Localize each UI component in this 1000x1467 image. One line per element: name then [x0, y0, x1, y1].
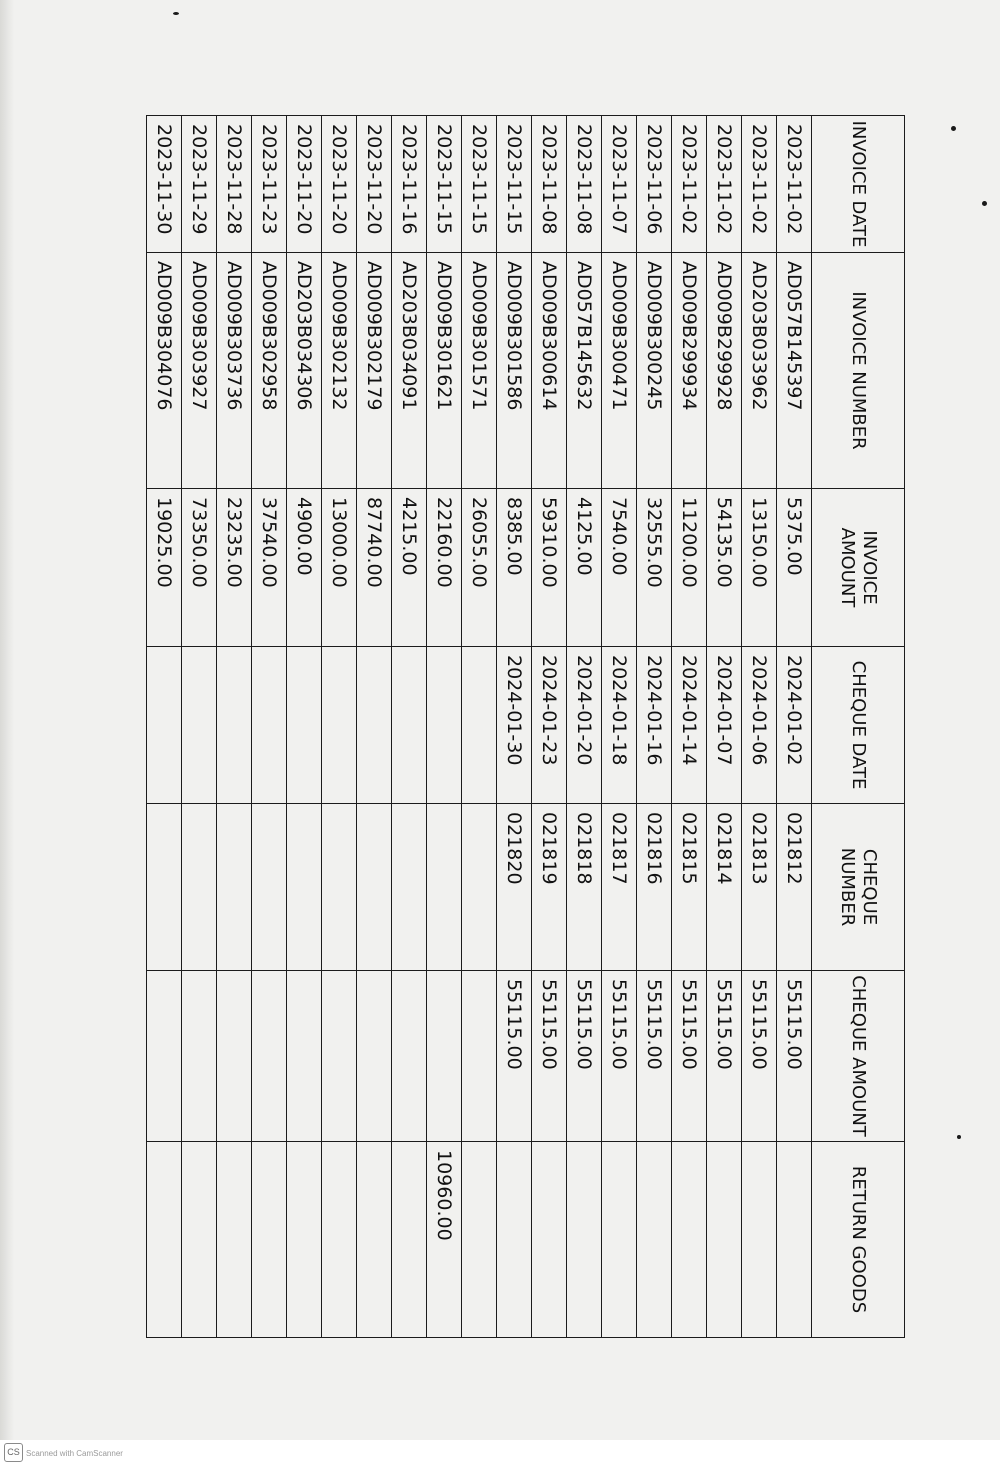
- scan-speck: [173, 12, 179, 15]
- cell-invoice-number: AD009B303927: [182, 253, 217, 489]
- cell-invoice-number: AD057B145632: [567, 253, 602, 489]
- cell-invoice-date: 2023-11-02: [777, 116, 812, 253]
- cell-cheque-amount: [427, 971, 462, 1142]
- scan-speck: [957, 1135, 961, 1139]
- cell-invoice-number: AD057B145397: [777, 253, 812, 489]
- cell-cheque-number: [182, 804, 217, 971]
- cell-invoice-date: 2023-11-02: [707, 116, 742, 253]
- cell-cheque-date: 2024-01-06: [742, 647, 777, 804]
- cell-cheque-amount: [322, 971, 357, 1142]
- rotated-table-frame: [153, 115, 905, 1337]
- cell-invoice-number: AD009B303736: [217, 253, 252, 489]
- invoice-cheque-table: [146, 115, 905, 1338]
- column-header-invoice-amount: INVOICE AMOUNT: [812, 489, 905, 647]
- cell-cheque-date: 2024-01-07: [707, 647, 742, 804]
- cell-cheque-amount: [147, 971, 182, 1142]
- table-row: [497, 116, 532, 1338]
- cell-return-goods: [252, 1142, 287, 1338]
- cell-invoice-amount: 37540.00: [252, 489, 287, 647]
- cell-return-goods: [497, 1142, 532, 1338]
- column-header-invoice-date: INVOICE DATE: [812, 116, 905, 253]
- cell-invoice-date: 2023-11-08: [532, 116, 567, 253]
- cell-invoice-date: 2023-11-30: [147, 116, 182, 253]
- cell-return-goods: [777, 1142, 812, 1338]
- cell-invoice-date: 2023-11-02: [742, 116, 777, 253]
- cell-return-goods: [147, 1142, 182, 1338]
- cell-invoice-amount: 13000.00: [322, 489, 357, 647]
- cell-return-goods: [567, 1142, 602, 1338]
- cell-invoice-number: AD009B299934: [672, 253, 707, 489]
- cell-invoice-amount: 73350.00: [182, 489, 217, 647]
- cell-return-goods: [742, 1142, 777, 1338]
- cell-invoice-number: AD203B033962: [742, 253, 777, 489]
- table-row: [532, 116, 567, 1338]
- cell-cheque-date: [392, 647, 427, 804]
- cell-invoice-amount: 23235.00: [217, 489, 252, 647]
- cell-return-goods: [532, 1142, 567, 1338]
- cell-invoice-amount: 7540.00: [602, 489, 637, 647]
- cell-cheque-number: 021812: [777, 804, 812, 971]
- cell-invoice-date: 2023-11-15: [462, 116, 497, 253]
- footer-strip: [0, 1440, 1000, 1467]
- table-row: [567, 116, 602, 1338]
- cell-invoice-date: 2023-11-20: [322, 116, 357, 253]
- cell-return-goods: [182, 1142, 217, 1338]
- cell-invoice-date: 2023-11-07: [602, 116, 637, 253]
- table-row: [637, 116, 672, 1338]
- cell-cheque-date: [462, 647, 497, 804]
- cell-return-goods: [672, 1142, 707, 1338]
- cell-cheque-number: [357, 804, 392, 971]
- cell-invoice-date: 2023-11-15: [427, 116, 462, 253]
- camscanner-logo: CS: [4, 1443, 23, 1462]
- cell-invoice-date: 2023-11-20: [357, 116, 392, 253]
- cell-cheque-date: [217, 647, 252, 804]
- cell-invoice-number: AD009B302958: [252, 253, 287, 489]
- cell-cheque-amount: 55115.00: [602, 971, 637, 1142]
- cell-cheque-amount: 55115.00: [672, 971, 707, 1142]
- scan-speck: [951, 126, 956, 131]
- cell-return-goods: 10960.00: [427, 1142, 462, 1338]
- cell-invoice-amount: 26055.00: [462, 489, 497, 647]
- table-row: [602, 116, 637, 1338]
- cell-invoice-number: AD009B304076: [147, 253, 182, 489]
- cell-invoice-number: AD009B300471: [602, 253, 637, 489]
- cell-cheque-amount: 55115.00: [497, 971, 532, 1142]
- table-row: [357, 116, 392, 1338]
- table-body: [147, 116, 812, 1338]
- cell-return-goods: [637, 1142, 672, 1338]
- table-row: [777, 116, 812, 1338]
- cell-invoice-amount: 4215.00: [392, 489, 427, 647]
- cell-cheque-amount: 55115.00: [707, 971, 742, 1142]
- cell-invoice-date: 2023-11-15: [497, 116, 532, 253]
- cell-cheque-amount: [392, 971, 427, 1142]
- cell-invoice-date: 2023-11-29: [182, 116, 217, 253]
- table-header-row: [812, 116, 905, 1338]
- table-row: [742, 116, 777, 1338]
- cell-cheque-amount: [252, 971, 287, 1142]
- cell-return-goods: [602, 1142, 637, 1338]
- table-row: [182, 116, 217, 1338]
- cell-invoice-number: AD009B301571: [462, 253, 497, 489]
- cell-cheque-date: [182, 647, 217, 804]
- cell-cheque-number: 021818: [567, 804, 602, 971]
- table-row: [672, 116, 707, 1338]
- cell-cheque-number: 021815: [672, 804, 707, 971]
- cell-cheque-date: [287, 647, 322, 804]
- cell-invoice-amount: 22160.00: [427, 489, 462, 647]
- cell-return-goods: [462, 1142, 497, 1338]
- cell-invoice-amount: 4900.00: [287, 489, 322, 647]
- column-header-cheque-amount: CHEQUE AMOUNT: [812, 971, 905, 1142]
- cell-cheque-number: [462, 804, 497, 971]
- cell-cheque-amount: 55115.00: [567, 971, 602, 1142]
- table-row: [217, 116, 252, 1338]
- table-row: [322, 116, 357, 1338]
- cell-return-goods: [217, 1142, 252, 1338]
- cell-return-goods: [392, 1142, 427, 1338]
- cell-return-goods: [322, 1142, 357, 1338]
- cell-cheque-date: [357, 647, 392, 804]
- cell-cheque-amount: [217, 971, 252, 1142]
- cell-invoice-number: AD009B300245: [637, 253, 672, 489]
- cell-invoice-number: AD009B301586: [497, 253, 532, 489]
- cell-cheque-number: [147, 804, 182, 971]
- cell-invoice-date: 2023-11-20: [287, 116, 322, 253]
- cell-invoice-number: AD009B302179: [357, 253, 392, 489]
- cell-invoice-amount: 59310.00: [532, 489, 567, 647]
- cell-cheque-number: 021814: [707, 804, 742, 971]
- column-header-return-goods: RETURN GOODS: [812, 1142, 905, 1338]
- cell-cheque-date: 2024-01-16: [637, 647, 672, 804]
- column-header-cheque-number: CHEQUE NUMBER: [812, 804, 905, 971]
- cell-cheque-date: 2024-01-02: [777, 647, 812, 804]
- cell-cheque-amount: 55115.00: [532, 971, 567, 1142]
- cell-cheque-date: 2024-01-18: [602, 647, 637, 804]
- table-row: [252, 116, 287, 1338]
- cell-invoice-amount: 32555.00: [637, 489, 672, 647]
- cell-cheque-number: 021817: [602, 804, 637, 971]
- cell-invoice-amount: 11200.00: [672, 489, 707, 647]
- cell-cheque-number: [287, 804, 322, 971]
- cell-invoice-amount: 87740.00: [357, 489, 392, 647]
- cell-cheque-number: 021816: [637, 804, 672, 971]
- cell-cheque-amount: 55115.00: [777, 971, 812, 1142]
- cell-invoice-number: AD009B301621: [427, 253, 462, 489]
- cell-invoice-amount: 54135.00: [707, 489, 742, 647]
- scan-speck: [982, 201, 987, 206]
- ledger-table-container: [153, 115, 905, 1337]
- cell-cheque-date: [252, 647, 287, 804]
- cell-cheque-amount: [462, 971, 497, 1142]
- page-edge-shadow: [0, 0, 14, 1440]
- column-header-cheque-date: CHEQUE DATE: [812, 647, 905, 804]
- cell-invoice-date: 2023-11-08: [567, 116, 602, 253]
- cell-cheque-date: 2024-01-20: [567, 647, 602, 804]
- cell-cheque-number: [322, 804, 357, 971]
- cell-cheque-number: [392, 804, 427, 971]
- cell-cheque-amount: [357, 971, 392, 1142]
- cell-invoice-date: 2023-11-06: [637, 116, 672, 253]
- cell-cheque-number: [252, 804, 287, 971]
- cell-cheque-number: [427, 804, 462, 971]
- cell-cheque-amount: [182, 971, 217, 1142]
- table-row: [427, 116, 462, 1338]
- column-header-invoice-number: INVOICE NUMBER: [812, 253, 905, 489]
- cell-cheque-date: [427, 647, 462, 804]
- cell-invoice-number: AD203B034091: [392, 253, 427, 489]
- cell-invoice-number: AD009B300614: [532, 253, 567, 489]
- cell-invoice-amount: 8385.00: [497, 489, 532, 647]
- cell-invoice-amount: 19025.00: [147, 489, 182, 647]
- cell-invoice-date: 2023-11-23: [252, 116, 287, 253]
- cell-cheque-number: 021820: [497, 804, 532, 971]
- cell-cheque-date: 2024-01-23: [532, 647, 567, 804]
- cell-invoice-number: AD009B302132: [322, 253, 357, 489]
- cell-invoice-date: 2023-11-02: [672, 116, 707, 253]
- cell-return-goods: [287, 1142, 322, 1338]
- cell-cheque-number: 021813: [742, 804, 777, 971]
- cell-invoice-amount: 5375.00: [777, 489, 812, 647]
- cell-cheque-date: 2024-01-30: [497, 647, 532, 804]
- camscanner-watermark: Scanned with CamScanner: [26, 1449, 123, 1458]
- cell-invoice-number: AD203B034306: [287, 253, 322, 489]
- table-row: [392, 116, 427, 1338]
- table-row: [287, 116, 322, 1338]
- cell-cheque-number: 021819: [532, 804, 567, 971]
- cell-cheque-date: 2024-01-14: [672, 647, 707, 804]
- cell-cheque-number: [217, 804, 252, 971]
- cell-invoice-date: 2023-11-16: [392, 116, 427, 253]
- cell-cheque-date: [322, 647, 357, 804]
- cell-return-goods: [357, 1142, 392, 1338]
- cell-invoice-number: AD009B299928: [707, 253, 742, 489]
- cell-invoice-amount: 13150.00: [742, 489, 777, 647]
- cell-cheque-amount: [287, 971, 322, 1142]
- cell-cheque-amount: 55115.00: [742, 971, 777, 1142]
- table-row: [462, 116, 497, 1338]
- cell-cheque-date: [147, 647, 182, 804]
- table-row: [707, 116, 742, 1338]
- cell-return-goods: [707, 1142, 742, 1338]
- cell-invoice-amount: 4125.00: [567, 489, 602, 647]
- cell-cheque-amount: 55115.00: [637, 971, 672, 1142]
- table-row: [147, 116, 182, 1338]
- cell-invoice-date: 2023-11-28: [217, 116, 252, 253]
